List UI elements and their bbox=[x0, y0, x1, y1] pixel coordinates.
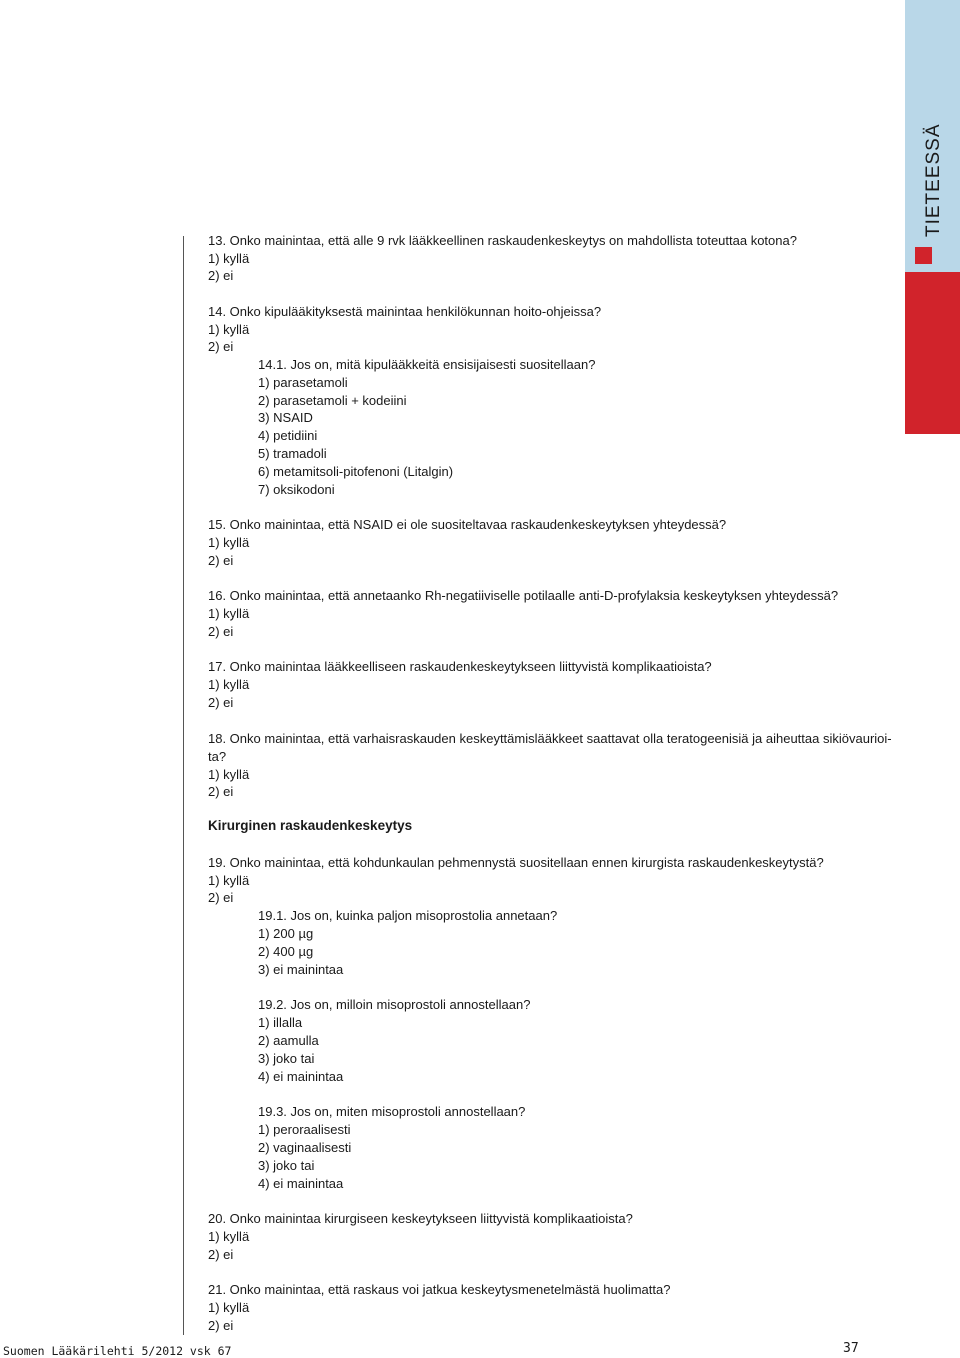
question-line: 1) kyllä bbox=[208, 535, 250, 550]
question-line: 6) metamitsoli-pitofenoni (Litalgin) bbox=[258, 464, 454, 479]
page-number: 37 bbox=[843, 1341, 859, 1356]
question-line: 19.3. Jos on, miten misoprostoli annostellaan? bbox=[258, 1104, 526, 1119]
section-marker-square bbox=[915, 247, 932, 264]
question-line: 1) kyllä bbox=[208, 767, 250, 782]
question-line: 18. Onko mainintaa, että varhaisraskauden keskeyttämislääkkeet saattavat olla teratogeenisiä ja aiheuttaa sikiövaurioi- bbox=[208, 731, 892, 746]
section-heading: Kirurginen raskaudenkeskeytys bbox=[208, 818, 413, 833]
question-line: 4) ei mainintaa bbox=[258, 1176, 344, 1191]
question-line: 5) tramadoli bbox=[258, 446, 327, 461]
question-line: 2) ei bbox=[208, 1247, 234, 1262]
question-line: 1) illalla bbox=[258, 1015, 303, 1030]
question-line: 1) peroraalisesti bbox=[258, 1122, 351, 1137]
question-line: 17. Onko mainintaa lääkkeelliseen raskaudenkeskeytykseen liittyvistä komplikaatioista? bbox=[208, 659, 712, 674]
question-line: 4) petidiini bbox=[258, 428, 318, 443]
question-line: 19. Onko mainintaa, että kohdunkaulan pehmennystä suositellaan ennen kirurgista raskaudenkeskeytystä? bbox=[208, 855, 824, 870]
question-line: 1) kyllä bbox=[208, 1300, 250, 1315]
question-line: 1) kyllä bbox=[208, 873, 250, 888]
question-line: 1) kyllä bbox=[208, 1229, 250, 1244]
question-line: 1) kyllä bbox=[208, 677, 250, 692]
question-line: 2) ei bbox=[208, 695, 234, 710]
question-line: 2) ei bbox=[208, 1318, 234, 1333]
question-line: 3) joko tai bbox=[258, 1051, 315, 1066]
question-line: 7) oksikodoni bbox=[258, 482, 335, 497]
question-line: 1) kyllä bbox=[208, 322, 250, 337]
question-line: 2) ei bbox=[208, 624, 234, 639]
question-line: 21. Onko mainintaa, että raskaus voi jatkua keskeytysmenetelmästä huolimatta? bbox=[208, 1282, 671, 1297]
question-line: 2) ei bbox=[208, 268, 234, 283]
question-line: 1) kyllä bbox=[208, 251, 250, 266]
column-rule bbox=[183, 236, 184, 1335]
question-line: 2) aamulla bbox=[258, 1033, 319, 1048]
question-line: 2) ei bbox=[208, 890, 234, 905]
question-line: 14.1. Jos on, mitä kipulääkkeitä ensisijaisesti suositellaan? bbox=[258, 357, 596, 372]
question-line: 13. Onko mainintaa, että alle 9 rvk lääkkeellinen raskaudenkeskeytys on mahdollista toteuttaa kotona? bbox=[208, 233, 797, 248]
question-line: 4) ei mainintaa bbox=[258, 1069, 344, 1084]
journal-footer: Suomen Lääkärilehti 5/2012 vsk 67 bbox=[3, 1344, 232, 1358]
question-line: 2) ei bbox=[208, 339, 234, 354]
question-line: 14. Onko kipulääkityksestä mainintaa henkilökunnan hoito-ohjeissa? bbox=[208, 304, 602, 319]
question-line: 1) 200 µg bbox=[258, 926, 314, 941]
section-tab-red-block bbox=[905, 272, 960, 434]
question-line: 2) ei bbox=[208, 553, 234, 568]
question-line: 2) ei bbox=[208, 784, 234, 799]
question-line: 3) ei mainintaa bbox=[258, 962, 344, 977]
question-line: 20. Onko mainintaa kirurgiseen keskeytykseen liittyvistä komplikaatioista? bbox=[208, 1211, 633, 1226]
question-line: 19.1. Jos on, kuinka paljon misoprostolia annetaan? bbox=[258, 908, 558, 923]
question-line: 15. Onko mainintaa, että NSAID ei ole suositeltavaa raskaudenkeskeytyksen yhteydessä? bbox=[208, 517, 727, 532]
question-line: 16. Onko mainintaa, että annetaanko Rh-negatiiviselle potilaalle anti-D-profylaksia keskeytyksen yhteydessä? bbox=[208, 588, 839, 603]
question-line: 2) 400 µg bbox=[258, 944, 314, 959]
question-line: 2) parasetamoli + kodeiini bbox=[258, 393, 407, 408]
question-line: 1) kyllä bbox=[208, 606, 250, 621]
question-line: 2) vaginaalisesti bbox=[258, 1140, 352, 1155]
question-line: 3) NSAID bbox=[258, 410, 313, 425]
question-line: 3) joko tai bbox=[258, 1158, 315, 1173]
question-line: 19.2. Jos on, milloin misoprostoli annostellaan? bbox=[258, 997, 531, 1012]
question-line: 1) parasetamoli bbox=[258, 375, 348, 390]
question-line: ta? bbox=[208, 749, 227, 764]
section-label: TIETEESSÄ bbox=[923, 123, 944, 237]
